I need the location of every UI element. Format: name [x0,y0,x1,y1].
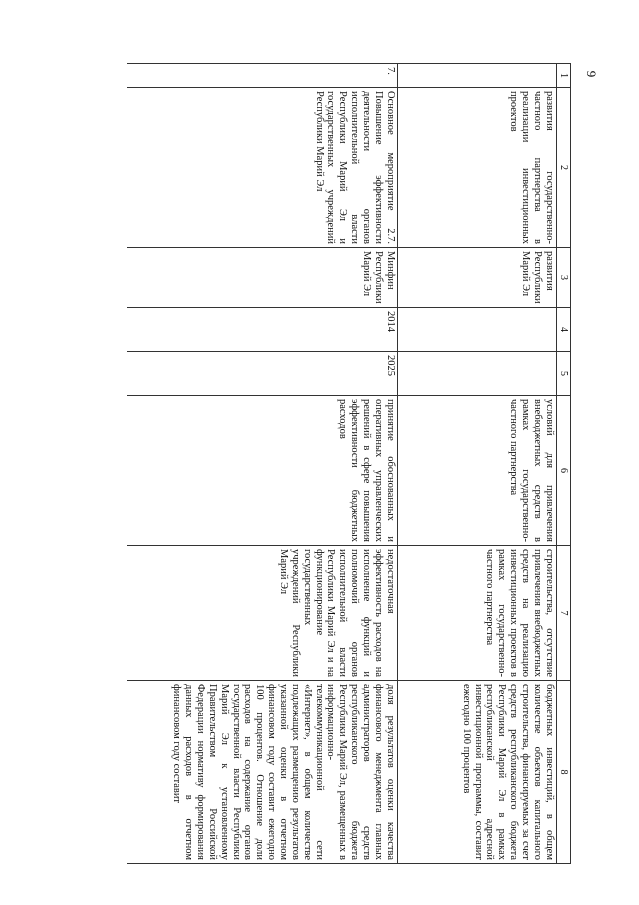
header-col-7: 7 [556,546,570,681]
non-implementation-consequences: строительства, отсутствие привлечения внебюджетных средств на реализацию инвестиционных проектов в рамках государственно-частного партнерства [397,546,556,681]
start-year [397,308,556,352]
header-col-1: 1 [556,64,570,88]
responsible-executor: Минфин Республики Марий Эл [127,248,398,308]
measure-name: Основное мероприятие 2.7. Повышение эффективности деятельности органов исполнительной власти Республики Марий Эл и государственных учреждений Республики Марий Эл [127,88,398,248]
end-year: 2025 [127,352,398,396]
row-number [397,64,556,88]
expected-result: принятие обоснованных и оперативных управленческих решений в сфере повышения эффективности бюджетных расходов [127,396,398,546]
header-col-4: 4 [556,308,570,352]
related-indicator: доля результатов оценки качества финансового менеджмента главных администраторов средств республиканского бюджета Республики Марий Эл, размещенных в информационно-телекоммуникационной сети «Интернет», в общем количестве подлежащих размещению результатов указанной оценки в отчетном финансовом году составит ежегодно 100 процентов. Отношение доли расходов на содержание органов государственной власти Республики Марий Эл к установленному Правительством Российской Федерации нормативу формирования данных расходов в отчетном финансовом году составит [127,681,398,864]
row-number: 7. [127,64,398,88]
end-year [397,352,556,396]
rotated-table-wrapper [113,63,571,863]
measures-table [127,63,571,864]
expected-result: условий для привлечения внебюджетных средств в рамках государственно-частного партнерства [397,396,556,546]
header-col-5: 5 [556,352,570,396]
start-year: 2014 [127,308,398,352]
page-number: 9 [584,70,599,78]
table-row [127,64,398,864]
responsible-executor: развития Республики Марий Эл [397,248,556,308]
header-col-8: 8 [556,681,570,864]
header-col-6: 6 [556,396,570,546]
measure-name: развития государственно-частного партнерства в реализации инвестиционных проектов [397,88,556,248]
table-row [397,64,556,864]
header-row [556,64,570,864]
header-col-3: 3 [556,248,570,308]
document-page [113,63,571,863]
header-col-2: 2 [556,88,570,248]
non-implementation-consequences: недостаточная эффективность расходов на исполнение функций и полномочий органов исполнительной власти Республики Марий Эл и на функционирование государственных учреждений Республики Марий Эл [127,546,398,681]
related-indicator: бюджетных инвестиций, в общем количестве объектов капитального строительства, финансируемых за счет средств республиканского бюджета Республики Марий Эл в рамках республиканской адресной инвестиционной программы, составит ежегодно 100 процентов [397,681,556,864]
